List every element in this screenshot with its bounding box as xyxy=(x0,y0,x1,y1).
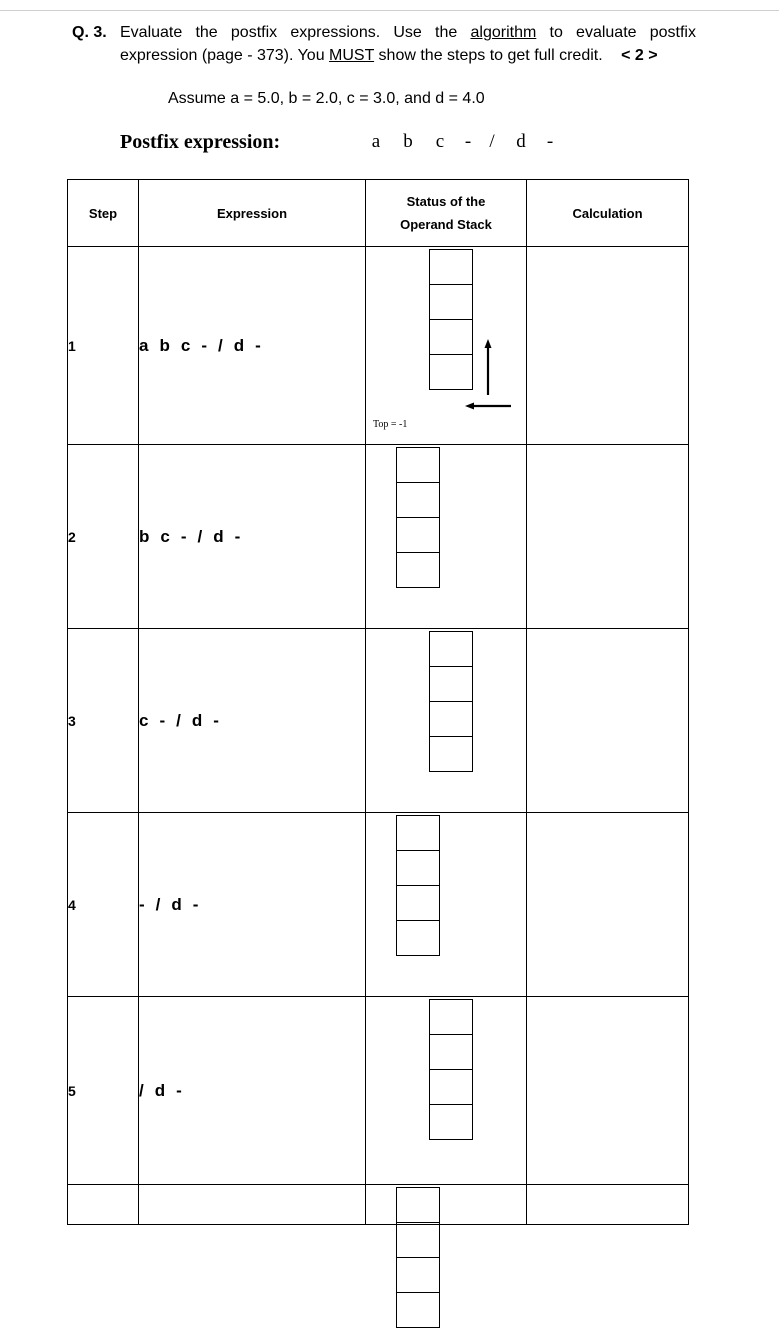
expression-cell xyxy=(139,445,366,629)
stack-slot[interactable] xyxy=(429,701,473,737)
expression-token: - xyxy=(213,710,219,730)
header-calculation: Calculation xyxy=(527,180,689,247)
table-row xyxy=(68,997,689,1185)
expression-token: - xyxy=(159,710,166,730)
expression-token: b xyxy=(139,526,150,546)
postfix-token: / xyxy=(489,131,495,152)
expression-token: / xyxy=(155,894,161,914)
table-row xyxy=(68,445,689,629)
expression-token: d xyxy=(213,526,224,546)
stack-slot[interactable] xyxy=(396,920,440,956)
calculation-cell[interactable] xyxy=(527,1185,689,1225)
operand-stack xyxy=(396,1187,440,1328)
table-row xyxy=(68,247,689,445)
evaluation-table xyxy=(67,179,689,1225)
table-row xyxy=(68,1185,689,1225)
calculation-cell[interactable] xyxy=(527,247,689,445)
calculation-cell[interactable] xyxy=(527,445,689,629)
stack-slot[interactable] xyxy=(429,1034,473,1070)
calculation-cell[interactable] xyxy=(527,813,689,997)
expression-token: - xyxy=(201,335,207,355)
expression-token: d xyxy=(233,335,245,355)
operand-stack xyxy=(429,999,473,1140)
postfix-token: - xyxy=(464,131,472,152)
stack-slot[interactable] xyxy=(396,850,440,886)
expression-cell xyxy=(139,247,366,445)
algorithm-link-text: algorithm xyxy=(470,24,537,41)
expression-token: d xyxy=(171,894,182,914)
operand-stack xyxy=(396,815,440,956)
operand-stack-cell xyxy=(366,997,527,1185)
table-row xyxy=(68,629,689,813)
postfix-token: - xyxy=(546,131,554,152)
table-row xyxy=(68,813,689,997)
operand-stack xyxy=(429,631,473,772)
postfix-token: a xyxy=(371,131,381,152)
expression-token: / xyxy=(139,1080,144,1100)
step-number: 2 xyxy=(68,445,139,629)
calculation-cell[interactable] xyxy=(527,997,689,1185)
question-block xyxy=(72,21,696,67)
expression-token: / xyxy=(218,335,223,355)
step-number: 4 xyxy=(68,813,139,997)
question-text-line1: Evaluate the postfix expressions. Use the algorithm to evaluate postfix xyxy=(120,24,696,41)
stack-slot[interactable] xyxy=(396,1187,440,1223)
page-top-rule xyxy=(0,10,779,11)
stack-top-arrow-icon xyxy=(461,335,521,415)
stack-slot[interactable] xyxy=(429,249,473,285)
stack-slot[interactable] xyxy=(429,736,473,772)
question-number: Q. 3. xyxy=(72,24,107,41)
postfix-token: b xyxy=(403,131,413,152)
expression-token: - xyxy=(139,894,145,914)
header-expression: Expression xyxy=(139,180,366,247)
operand-stack-cell xyxy=(366,1185,527,1225)
stack-slot[interactable] xyxy=(396,885,440,921)
expression-cell xyxy=(139,1185,366,1225)
expression-cell xyxy=(139,813,366,997)
expression-token: b xyxy=(159,335,170,355)
expression-cell xyxy=(139,997,366,1185)
stack-slot[interactable] xyxy=(396,517,440,553)
expression-token: - xyxy=(192,894,199,914)
assumption-text: Assume a = 5.0, b = 2.0, c = 3.0, and d = 4.0 xyxy=(168,90,485,107)
expression-token: / xyxy=(176,710,181,730)
postfix-expression xyxy=(360,131,562,153)
stack-slot[interactable] xyxy=(396,1222,440,1258)
stack-slot[interactable] xyxy=(429,1104,473,1140)
stack-slot[interactable] xyxy=(429,666,473,702)
postfix-label: Postfix expression: xyxy=(120,131,281,153)
table-header-row xyxy=(68,180,689,247)
top-index-note: Top = -1 xyxy=(373,419,408,430)
operand-stack-cell xyxy=(366,445,527,629)
points-badge: < 2 > xyxy=(621,47,658,64)
expression-token: - xyxy=(180,526,187,546)
expression-token: c xyxy=(180,335,191,355)
expression-token: c xyxy=(139,710,149,730)
expression-token: c xyxy=(160,526,170,546)
expression-token: d xyxy=(154,1080,166,1100)
calculation-cell[interactable] xyxy=(527,629,689,813)
stack-slot[interactable] xyxy=(429,999,473,1035)
header-operand-stack: Status of the Operand Stack xyxy=(366,180,527,247)
expression-token: - xyxy=(255,335,261,355)
expression-token: - xyxy=(234,526,241,546)
step-number: 3 xyxy=(68,629,139,813)
step-number: 1 xyxy=(68,247,139,445)
question-text-line2: expression (page - 373). You MUST show the steps to get full credit. < 2 > xyxy=(120,47,658,64)
stack-slot[interactable] xyxy=(396,482,440,518)
stack-slot[interactable] xyxy=(429,631,473,667)
must-emphasis: MUST xyxy=(329,47,375,64)
stack-slot[interactable] xyxy=(396,1292,440,1328)
operand-stack-cell xyxy=(366,629,527,813)
expression-token: / xyxy=(197,526,203,546)
operand-stack-cell xyxy=(366,813,527,997)
operand-stack-cell xyxy=(366,247,527,445)
expression-cell xyxy=(139,629,366,813)
expression-token: - xyxy=(176,1080,182,1100)
postfix-token: d xyxy=(516,131,526,152)
stack-slot[interactable] xyxy=(396,552,440,588)
stack-slot[interactable] xyxy=(396,1257,440,1293)
stack-slot[interactable] xyxy=(396,447,440,483)
expression-token: d xyxy=(191,710,203,730)
step-number: 5 xyxy=(68,997,139,1185)
step-number xyxy=(68,1185,139,1225)
stack-slot[interactable] xyxy=(429,1069,473,1105)
operand-stack xyxy=(396,447,440,588)
stack-slot[interactable] xyxy=(429,284,473,320)
stack-slot[interactable] xyxy=(396,815,440,851)
postfix-token: c xyxy=(435,131,445,152)
expression-token: a xyxy=(139,335,149,355)
header-step: Step xyxy=(68,180,139,247)
